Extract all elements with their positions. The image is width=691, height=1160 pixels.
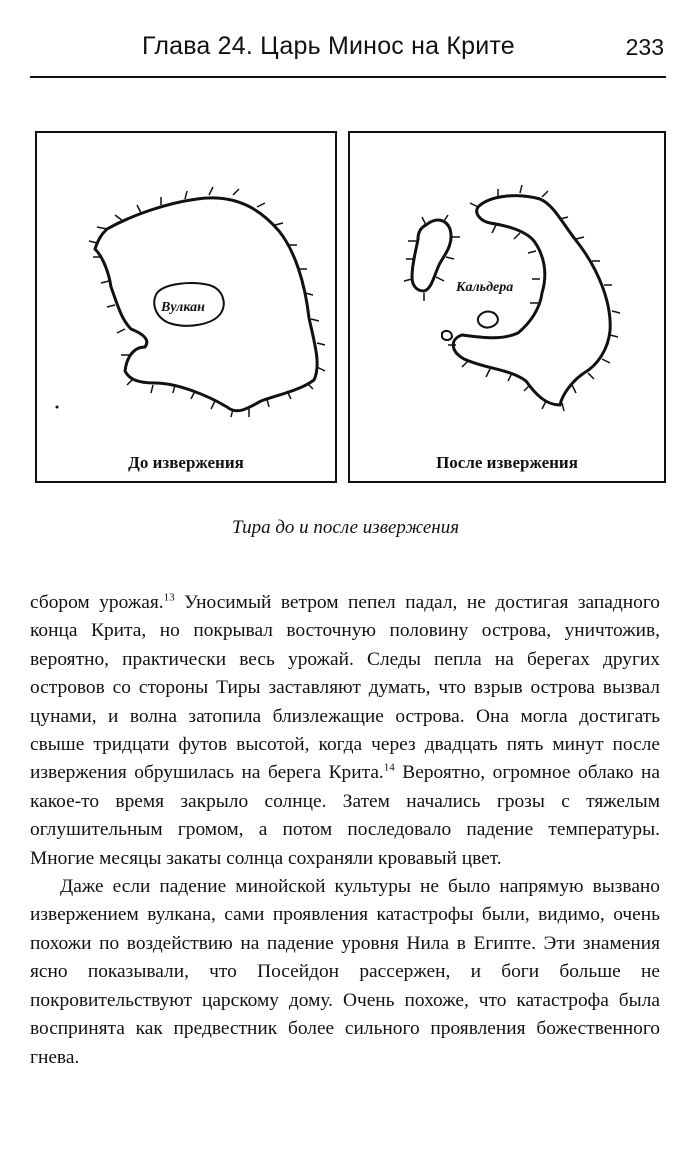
page-header [30, 30, 666, 78]
p1-part-a: сбором урожая. [30, 592, 164, 613]
chapter-title: Глава 24. Царь Минос на Крите [142, 32, 515, 60]
central-islet [478, 312, 498, 328]
after-label: После извержения [436, 453, 578, 472]
small-islet [442, 331, 452, 340]
island-before-map [37, 133, 335, 481]
caldera-rim-east [453, 196, 610, 405]
footnote-ref-13: 13 [163, 591, 175, 604]
footnote-ref-14: 14 [383, 761, 395, 774]
body-text [30, 589, 660, 1072]
figure-before-panel [35, 131, 337, 483]
figure-caption: Тира до и после извержения [231, 517, 460, 538]
paragraph-1 [30, 589, 660, 873]
page-number: 233 [625, 34, 664, 60]
p1-part-b: Уносимый ветром пепел падал, не достигая западного конца Крита, но покрывал восточную половину острова, уничтожив, вероятно, практически весь урожай. Следы пепла на берегах других островов со стороны Тиры заставляют думать, что взрыв острова вызвал цунами, и волна затопила близлежащие острова. Она могла достигать свыше тридцати футов высотой, когда через двадцать пять минут после извержения обрушилась на берега Крита. [30, 592, 660, 784]
before-label: До извержения [128, 453, 244, 472]
caldera-label: Кальдера [456, 280, 514, 295]
island-after-map [350, 133, 664, 481]
island-before-outline [95, 198, 317, 411]
p1-part-c: Вероятно, огромное облако на какое-то время закрыло солнце. Затем начались грозы с тяжелым оглушительным громом, а потом последовало падение температуры. Многие месяцы закаты солнца сохраняли кровавый цвет. [30, 762, 660, 869]
figure-after-panel [348, 131, 666, 483]
volcano-label: Вулкан [161, 300, 205, 315]
caldera-rim-west [412, 220, 451, 291]
paragraph-2: Даже если падение минойской культуры не было напрямую вызвано извержением вулкана, сами проявления катастрофы были, видимо, очень похожи по воздействию на падение уровня Нила в Египте. Эти знамения ясно показывали, что Посейдон рассержен, и боги больше не покровительствуют царскому дому. Очень похоже, что катастрофа была воспринята как предвестник более сильного проявления божественного гнева. [30, 876, 660, 1068]
